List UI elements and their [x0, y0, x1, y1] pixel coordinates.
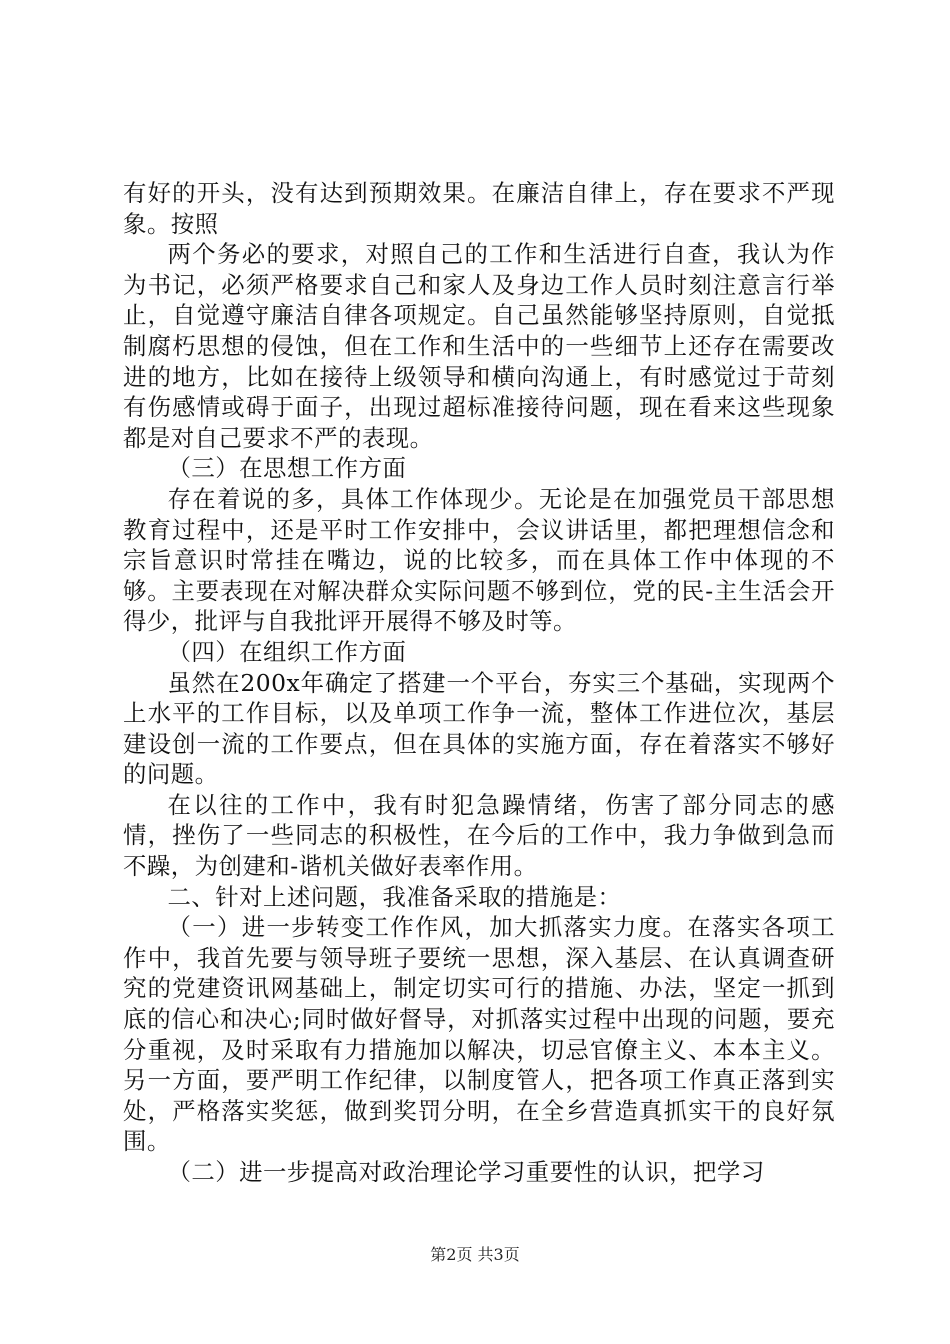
- section-heading: 二、针对上述问题，我准备采取的措施是：: [167, 882, 622, 911]
- page-footer: [0, 1245, 950, 1265]
- paragraph: 虽然在200x年确定了搭建一个平台，夯实三个基础，实现两个上水平的工作目标，以及单项工作争一流，整体工作进位次，基层建设创一流的工作要点，但在具体的实施方面，存在着落实不够好的问题。: [123, 668, 835, 789]
- paragraph: 有好的开头，没有达到预期效果。在廉洁自律上，存在要求不严现象。按照: [123, 179, 835, 238]
- paragraph: 存在着说的多，具体工作体现少。无论是在加强党员干部思想教育过程中，还是平时工作安排中，会议讲话里，都把理想信念和宗旨意识时常挂在嘴边，说的比较多，而在具体工作中体现的不够。主要表现在对解决群众实际问题不够到位，党的民-主生活会开得少，批评与自我批评开展得不够及时等。: [123, 484, 835, 636]
- document-body: [123, 178, 835, 1188]
- paragraph: （二）进一步提高对政治理论学习重要性的认识，把学习: [167, 1158, 765, 1186]
- section-heading: （四）在组织工作方面: [167, 637, 407, 666]
- page-number-label: 第2页 共3页: [430, 1245, 520, 1264]
- paragraph: 在以往的工作中，我有时犯急躁情绪，伤害了部分同志的感情，挫伤了一些同志的积极性，在今后的工作中，我力争做到急而不躁，为创建和-谐机关做好表率作用。: [123, 790, 835, 881]
- section-heading: （三）在思想工作方面: [167, 454, 407, 483]
- paragraph: 两个务必的要求，对照自己的工作和生活进行自查，我认为作为书记，必须严格要求自己和家人及身边工作人员时刻注意言行举止，自觉遵守廉洁自律各项规定。自己虽然能够坚持原则，自觉抵制腐朽思想的侵蚀，但在工作和生活中的一些细节上还存在需要改进的地方，比如在接待上级领导和横向沟通上，有时感觉过于苛刻有伤感情或碍于面子，出现过超标准接待问题，现在看来这些现象都是对自己要求不严的表现。: [123, 240, 835, 452]
- paragraph: （一）进一步转变工作作风，加大抓落实力度。在落实各项工作中，我首先要与领导班子要统一思想，深入基层、在认真调查研究的党建资讯网基础上，制定切实可行的措施、办法，坚定一抓到底的信心和决心;同时做好督导，对抓落实过程中出现的问题，要充分重视，及时采取有力措施加以解决，切忌官僚主义、本本主义。另一方面，要严明工作纪律，以制度管人，把各项工作真正落到实处，严格落实奖惩，做到奖罚分明，在全乡营造真抓实干的良好氛围。: [123, 913, 835, 1156]
